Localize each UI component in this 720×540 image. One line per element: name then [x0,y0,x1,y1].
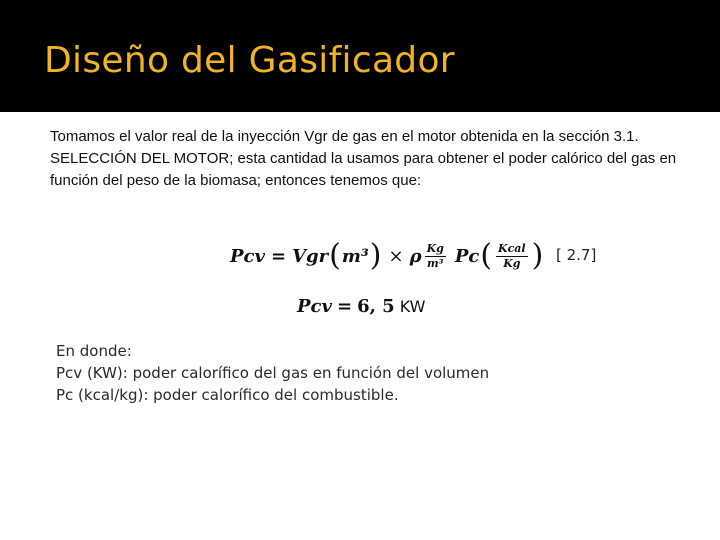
frac1-denominator: m³ [426,256,444,270]
eq-pc: Pc [454,245,480,267]
frac2-denominator: Kg [503,256,521,270]
definition-pc: Pc (kcal/kg): poder calorífico del combustible. [56,386,399,404]
result-lhs: Pcv [297,296,332,317]
title-bar [0,0,720,112]
result-value: 6, 5 [357,296,395,317]
fraction-kcal-kg [496,243,528,270]
eq-rho: ρ [409,245,422,267]
eq-lhs: Pcv [230,245,265,267]
eq-vgr: Vgr [292,245,329,267]
equation-number: [ 2.7] [556,246,597,264]
fraction-kg-m3 [425,243,446,270]
frac2-numerator: Kcal [498,241,526,255]
definitions-list [56,340,489,406]
result-equals: = [336,296,353,317]
equation-pcv: Pcv = Vgr ( m³ ) × ρ $\frac{Kg}{\text{m³}}$ Pc ( $\frac{\text{Kcal}}{Kg}$ ) [230,238,544,273]
eq-equals: = [270,245,287,267]
definitions-heading: En donde: [56,342,132,360]
result-equation [297,296,425,317]
definition-pcv: Pcv (KW): poder calorífico del gas en función del volumen [56,364,490,382]
eq-m3: m³ [341,245,369,267]
slide-title: Diseño del Gasificador [44,40,455,81]
eq-times: × [388,245,404,267]
result-unit: KW [399,297,426,316]
frac1-numerator: Kg [426,241,444,255]
intro-paragraph: Tomamos el valor real de la inyección Vgr de gas en el motor obtenida en la sección 3.1. SELECCIÓN DEL MOTOR; esta cantidad la usamos para obtener el poder calórico del gas en función del peso de la biomasa; entonces tenemos que: [50,128,677,189]
